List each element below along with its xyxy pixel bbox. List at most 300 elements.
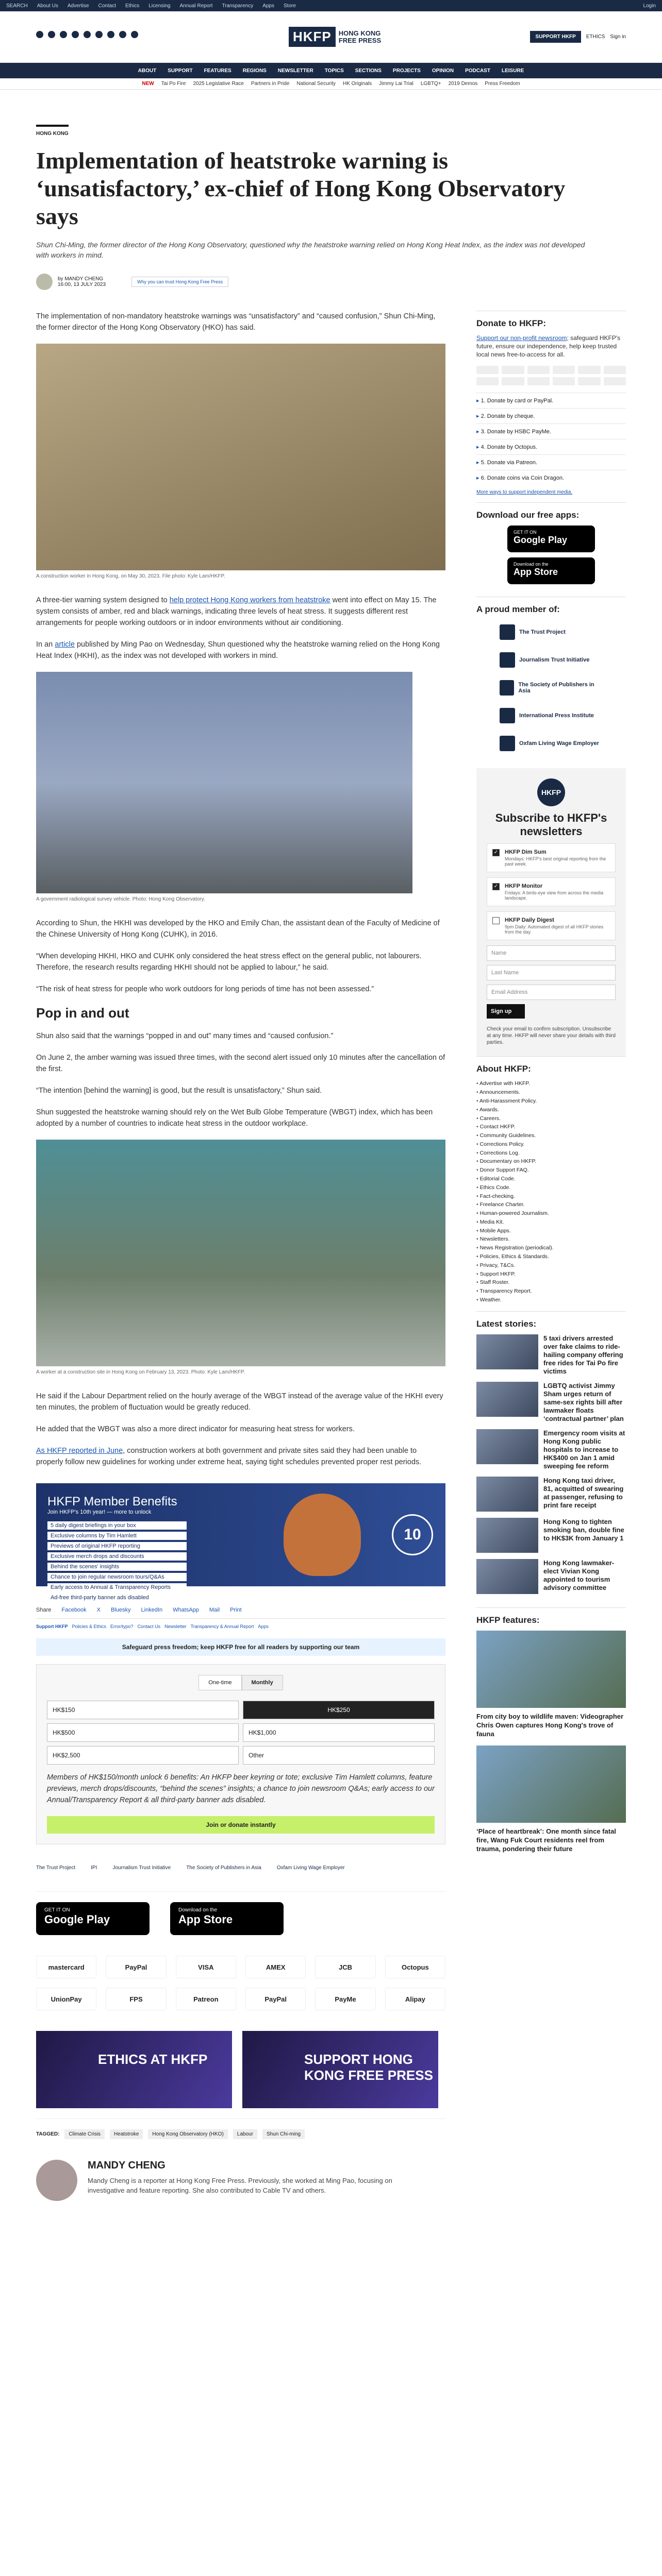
logo-text — [339, 30, 381, 44]
footer-link[interactable]: Support HKFP — [36, 1624, 68, 1629]
google-play-button[interactable] — [36, 1902, 150, 1935]
about-link[interactable]: About Us — [37, 3, 58, 9]
main-nav — [0, 63, 662, 78]
top-utility-bar — [0, 0, 662, 11]
store-name: Google Play — [44, 1913, 110, 1926]
sopa-logo[interactable]: The Society of Publishers in Asia — [186, 1865, 261, 1871]
newsletter-title: Subscribe to HKFP's newsletters — [495, 811, 607, 838]
paragraph: Shun suggested the heatstroke warning should rely on the Wet Bulb Globe Temperature (WBGT) index, which has been adopted by a number of countries to indicate heat stress in the outdoor workplace. — [36, 1108, 433, 1128]
support-promo[interactable]: SUPPORT HONG KONG FREE PRESS — [242, 2031, 438, 2108]
press-logos-row — [36, 1844, 445, 1892]
payment-icon — [553, 366, 575, 374]
benefit-item: Early access to Annual & Transparency Reports — [47, 1583, 187, 1591]
member-logo[interactable] — [500, 733, 603, 754]
amount-option[interactable]: HK$2,500 — [47, 1746, 239, 1765]
sidebar-about — [476, 1056, 626, 1311]
nav-sections[interactable]: SECTIONS — [355, 67, 382, 74]
licensing-link[interactable]: Licensing — [148, 3, 171, 9]
option-desc: 9pm Daily: Automated digest of all HKFP stories from the day. — [505, 924, 604, 935]
paypal-logo: PayPal — [106, 1956, 166, 1978]
promo-banners — [36, 2021, 445, 2119]
content-columns — [36, 311, 626, 2216]
paragraph — [36, 639, 445, 662]
about-link[interactable]: • Announcements. — [476, 1088, 626, 1097]
nav-podcast[interactable]: PODCAST — [465, 67, 490, 74]
article-footer-links — [36, 1619, 445, 1634]
paragraph: “When developing HKHI, HKO and CUHK only considered the heat stress effect on the general public, not labourers. Therefore, the research results regarding HKHI should not be applied to labour,” he said. — [36, 952, 422, 972]
facebook-icon[interactable] — [36, 31, 43, 38]
payment-icon — [502, 366, 524, 374]
about-link[interactable]: • Mobile Apps. — [476, 1226, 626, 1235]
annual-report-link[interactable]: Annual Report — [179, 3, 213, 9]
jcb-logo: JCB — [315, 1956, 375, 1978]
footer-link[interactable]: Error/typo? — [110, 1624, 134, 1629]
about-links — [476, 1079, 626, 1304]
about-link[interactable]: • Staff Roster. — [476, 1278, 626, 1287]
newsletter-option[interactable] — [487, 877, 616, 906]
trending-item[interactable]: 2019 Demos — [448, 81, 478, 87]
member-icon — [500, 736, 515, 751]
payment-icon — [604, 377, 626, 385]
last-name-field[interactable]: Last Name — [487, 965, 616, 980]
sidebar-heading: About HKFP: — [476, 1064, 531, 1074]
about-link[interactable]: • Editorial Code. — [476, 1175, 626, 1183]
sidebar-payment-icons — [476, 366, 626, 385]
benefit-item: Behind the scenes' insights — [47, 1563, 187, 1571]
payme-logo: PayMe — [315, 1988, 375, 2010]
email-field[interactable]: Email Address — [487, 985, 616, 1000]
about-link[interactable]: • Transparency Report. — [476, 1287, 626, 1296]
sidebar-heading: HKFP features: — [476, 1615, 540, 1625]
about-link[interactable]: • Corrections Log. — [476, 1148, 626, 1157]
nav-topics[interactable]: TOPICS — [324, 67, 344, 74]
author-box — [36, 2149, 445, 2216]
about-link[interactable]: • Corrections Policy. — [476, 1140, 626, 1148]
photo-caption: A worker at a construction site in Hong Kong on February 13, 2023. Photo: Kyle Lam/HKFP. — [36, 1369, 245, 1375]
feature-image[interactable] — [476, 1745, 626, 1823]
nav-about[interactable]: ABOUT — [138, 67, 157, 74]
logo-mark: HKFP — [289, 27, 336, 47]
x-icon[interactable] — [48, 31, 55, 38]
join-donate-button[interactable]: Join or donate instantly — [47, 1816, 435, 1834]
trending-item[interactable]: National Security — [296, 81, 336, 87]
donation-widget — [36, 1664, 445, 1844]
store-small: Download on the — [178, 1907, 218, 1913]
whatsapp-icon[interactable] — [119, 31, 126, 38]
why-trust-link[interactable]: Why you can trust Hong Kong Free Press — [131, 277, 228, 287]
ethics-link[interactable]: Ethics — [125, 3, 140, 9]
article-photo-survey-vehicle — [36, 672, 412, 893]
member-logo[interactable] — [500, 650, 603, 670]
trust-project-logo[interactable]: The Trust Project — [36, 1865, 76, 1871]
instagram-icon[interactable] — [60, 31, 67, 38]
option-text — [505, 917, 610, 935]
share-bluesky[interactable]: Bluesky — [111, 1607, 131, 1613]
about-link[interactable]: • Ethics Code. — [476, 1183, 626, 1192]
store-small: Download on the — [514, 562, 549, 567]
paragraph: The implementation of non-mandatory heatstroke warnings was “unsatisfactory” and “caused confusion,” Shun Chi-Ming, the former director of the Hong Kong Observatory (HKO) has said. — [36, 312, 436, 332]
about-link[interactable]: • Freelance Charter. — [476, 1200, 626, 1209]
logo-line1: HONG KONG — [338, 29, 381, 37]
story-thumbnail — [476, 1334, 538, 1369]
payment-logos — [36, 1945, 445, 2021]
header-actions — [530, 31, 626, 43]
visa-logo: VISA — [176, 1956, 236, 1978]
share-linkedin[interactable]: LinkedIn — [141, 1607, 163, 1613]
text: ; safeguard HKFP's future, ensure our independence, help keep trusted local news free-to-access for all. — [476, 334, 621, 358]
text: In an — [36, 640, 55, 649]
story-thumbnail — [476, 1518, 538, 1553]
more-ways-link[interactable]: More ways to support independent media. — [476, 489, 573, 495]
amount-option[interactable]: HK$500 — [47, 1723, 239, 1742]
author-name[interactable]: by MANDY CHENG — [58, 276, 104, 282]
footer-link[interactable]: Transparency & Annual Report — [190, 1624, 254, 1629]
about-link[interactable]: • Human-powered Journalism. — [476, 1209, 626, 1218]
nav-features[interactable]: FEATURES — [204, 67, 231, 74]
share-mail[interactable]: Mail — [209, 1607, 220, 1613]
sidebar-heading: Latest stories: — [476, 1319, 537, 1329]
footer-link[interactable]: Newsletter — [164, 1624, 187, 1629]
tag[interactable]: Shun Chi-ming — [262, 2129, 305, 2139]
paragraph: Shun also said that the warnings “popped in and out” many times and “caused confusion.” — [36, 1032, 334, 1040]
app-store-buttons — [36, 1892, 445, 1945]
author-box-name[interactable]: MANDY CHENG — [88, 2160, 166, 2171]
share-label: Share — [36, 1607, 52, 1613]
ethics-header-link[interactable]: ETHICS — [586, 34, 605, 40]
donation-step[interactable]: ▸ 3. Donate by HSBC PayMe. — [476, 423, 626, 439]
inline-link[interactable]: help protect Hong Kong workers from heatstroke — [169, 596, 330, 604]
advertise-link[interactable]: Advertise — [67, 3, 89, 9]
section-heading: Pop in and out — [36, 1005, 129, 1021]
text: published by Ming Pao on Wednesday, Shun questioned why the heatstroke warning relied on the Hong Kong Heat Index (HKHI), as the index was not developed with workers in mind. — [36, 640, 440, 660]
oxfam-logo[interactable]: Oxfam Living Wage Employer — [276, 1865, 345, 1871]
member-logo[interactable] — [500, 677, 603, 698]
story-title: 5 taxi drivers arrested over fake claims to ride-hailing company offering free rides for Tai Po fire victims — [543, 1334, 623, 1376]
author-photo[interactable] — [36, 2160, 77, 2201]
option-text — [505, 849, 610, 867]
sidebar-heading: A proud member of: — [476, 604, 560, 614]
article-photo-construction-worker — [36, 344, 445, 570]
sidebar-heading: Donate to HKFP: — [476, 318, 547, 328]
trending-item[interactable]: Press Freedom — [485, 81, 520, 87]
nav-support[interactable]: SUPPORT — [168, 67, 193, 74]
story-title: Hong Kong to tighten smoking ban, double fine to HK$3K from January 1 — [543, 1518, 624, 1543]
amount-option[interactable]: HK$150 — [47, 1701, 239, 1719]
photo-caption: A government radiological survey vehicle. Photo: Hong Kong Observatory. — [36, 896, 205, 902]
author-bio: Mandy Cheng is a reporter at Hong Kong Free Press. Previously, she worked at Ming Pao, focusing on investigative and feature reporting. She also contributed to Cable TV and others. — [88, 2177, 392, 2194]
author-info — [88, 2160, 418, 2206]
tag[interactable]: Climate Crisis — [64, 2129, 105, 2139]
latest-story[interactable] — [476, 1518, 626, 1553]
feature-title[interactable]: ‘Place of heartbreak’: One month since fatal fire, Wang Fuk Court residents reel from trauma, pondering their future — [476, 1827, 616, 1853]
sign-up-button[interactable]: Sign up — [487, 1004, 525, 1019]
amex-logo: AMEX — [245, 1956, 306, 1978]
one-time-tab[interactable]: One-time — [198, 1675, 241, 1690]
payment-icon — [604, 366, 626, 374]
nav-projects[interactable]: PROJECTS — [392, 67, 421, 74]
about-link[interactable]: • Privacy, T&Cs. — [476, 1261, 626, 1269]
text: A three-tier warning system designed to — [36, 596, 170, 604]
latest-story[interactable] — [476, 1334, 626, 1376]
benefit-item: Previews of original HKFP reporting — [47, 1542, 187, 1550]
sidebar-apps — [476, 502, 626, 597]
rss-icon[interactable] — [131, 31, 138, 38]
checkbox-checked-icon[interactable]: ✓ — [492, 849, 500, 856]
share-bar — [36, 1602, 445, 1619]
member-name: Oxfam Living Wage Employer — [519, 740, 599, 747]
new-badge: NEW — [142, 81, 154, 87]
about-link[interactable]: • Newsletters. — [476, 1235, 626, 1244]
trending-bar — [0, 78, 662, 90]
footer-link[interactable]: Policies & Ethics — [72, 1624, 107, 1629]
search-link[interactable]: SEARCH — [6, 3, 28, 9]
donation-step[interactable]: ▸ 4. Donate by Octopus. — [476, 439, 626, 454]
checkbox-checked-icon[interactable]: ✓ — [492, 883, 500, 890]
social-icons — [36, 31, 138, 38]
unionpay-logo: UnionPay — [36, 1988, 96, 2010]
about-link[interactable]: • Documentary on HKFP. — [476, 1157, 626, 1166]
trending-item[interactable]: Partners in Pride — [251, 81, 290, 87]
paragraph: He said if the Labour Department relied on the hourly average of the WBGT instead of the average value of the HKHI every ten minutes, the problem of fluctuation would be greatly reduced. — [36, 1392, 443, 1412]
member-icon — [500, 624, 515, 640]
member-logo[interactable] — [500, 622, 603, 642]
paragraph — [36, 1445, 445, 1468]
footer-link[interactable]: Apps — [258, 1624, 269, 1629]
payment-icon — [502, 377, 524, 385]
about-link[interactable]: • News Registration (periodical). — [476, 1244, 626, 1252]
tag[interactable]: Hong Kong Observatory (HKO) — [148, 2129, 227, 2139]
story-thumbnail — [476, 1559, 538, 1594]
amount-option[interactable]: Other — [243, 1746, 435, 1765]
patreon-logo: Patreon — [176, 1988, 236, 2010]
option-title: HKFP Dim Sum — [505, 849, 547, 855]
payment-icon — [578, 366, 600, 374]
payment-icon — [553, 377, 575, 385]
amount-option-selected[interactable]: HK$250 — [243, 1701, 435, 1719]
youtube-icon[interactable] — [72, 31, 79, 38]
newsletter-option[interactable] — [487, 843, 616, 872]
newsletter-box — [476, 768, 626, 1056]
alipay-logo: Alipay — [385, 1988, 445, 2010]
paragraph: On June 2, the amber warning was issued three times, with the second alert issued only 10 minutes after the cancellation of the first. — [36, 1054, 445, 1073]
donation-step[interactable]: ▸ 6. Donate coins via Coin Dragon. — [476, 470, 626, 485]
sidebar-latest — [476, 1311, 626, 1607]
article-category[interactable]: HONG KONG — [36, 125, 69, 137]
about-link[interactable]: • Fact-checking. — [476, 1192, 626, 1200]
payment-icon — [476, 366, 499, 374]
ipi-logo[interactable]: IPI — [91, 1865, 97, 1871]
option-text — [505, 883, 610, 901]
photo-caption: A construction worker in Hong Kong, on May 30, 2023. File photo: Kyle Lam/HKFP. — [36, 573, 225, 579]
logo-line2: FREE PRESS — [338, 36, 382, 44]
donate-link[interactable]: Support our non-profit newsroom — [476, 334, 567, 342]
story-thumbnail — [476, 1382, 538, 1417]
banner-title: HKFP Member Benefits — [47, 1495, 177, 1509]
telegram-icon[interactable] — [84, 31, 91, 38]
latest-story[interactable] — [476, 1477, 626, 1512]
about-link[interactable]: • Contact HKFP. — [476, 1123, 626, 1131]
benefit-item: Ad-free third-party banner ads disabled — [47, 1594, 187, 1602]
donation-step[interactable]: ▸ 1. Donate by card or PayPal. — [476, 393, 626, 408]
support-hkfp-button[interactable]: SUPPORT HKFP — [530, 31, 581, 43]
article-body — [36, 311, 445, 2216]
sidebar-app-store[interactable] — [507, 557, 595, 584]
site-logo[interactable] — [289, 27, 381, 47]
octopus-logo: Octopus — [385, 1956, 445, 1978]
byline — [36, 274, 626, 290]
publish-date: 16:00, 13 JULY 2023 — [58, 282, 106, 287]
tag-list — [36, 2119, 445, 2149]
author-avatar[interactable] — [36, 274, 53, 290]
paragraph: According to Shun, the HKHI was developed by the HKO and Emily Chan, the assistant dean of the Faculty of Medicine of the Chinese University of Hong Kong (CUHK), in 2016. — [36, 919, 440, 939]
latest-story[interactable] — [476, 1382, 626, 1423]
tag[interactable]: Heatstroke — [110, 2129, 143, 2139]
option-desc: Fridays: A birds-eye view from across the media landscape. — [505, 890, 604, 901]
linkedin-icon[interactable] — [107, 31, 114, 38]
checkbox-icon[interactable] — [492, 917, 500, 924]
trending-item[interactable]: HK Originals — [342, 81, 372, 87]
payment-icon — [578, 377, 600, 385]
footer-link[interactable]: Contact Us — [137, 1624, 161, 1629]
membership-note: Members of HK$150/month unlock 6 benefits: An HKFP beer keyring or tote; exclusive Tim Hamlett columns, feature previews, merch drops/discounts, “behind the scenes” insights; a chance to join newsroom Q&As; early access to our Annual/Transparency Report & all third-party banner ads disabled. — [47, 1773, 435, 1804]
newsletter-option[interactable] — [487, 911, 616, 940]
member-name: Journalism Trust Initiative — [519, 657, 590, 663]
sidebar-heading: Download our free apps: — [476, 510, 580, 520]
member-benefits-banner[interactable] — [36, 1483, 445, 1601]
article-photo-construction-site — [36, 1140, 445, 1366]
member-logo[interactable] — [500, 705, 603, 726]
article-excerpt: Shun Chi-Ming, the former director of the Hong Kong Observatory, questioned why the heatstroke warning relied on Hong Kong Heat Index, as the index was not developed with workers in mind. — [36, 241, 585, 259]
latest-story[interactable] — [476, 1559, 626, 1594]
share-print[interactable]: Print — [230, 1607, 242, 1613]
member-name: The Society of Publishers in Asia — [518, 682, 594, 694]
trending-item[interactable]: Tai Po Fire — [161, 81, 186, 87]
nav-newsletter[interactable]: NEWSLETTER — [277, 67, 313, 74]
donate-text — [476, 334, 626, 359]
name-field[interactable]: Name — [487, 945, 616, 961]
contact-link[interactable]: Contact — [98, 3, 116, 9]
tenth-anniversary-badge: 10 — [392, 1514, 433, 1555]
site-header — [0, 11, 662, 63]
login-link[interactable]: Login — [643, 3, 656, 9]
story-title: Hong Kong taxi driver, 81, acquitted of swearing at passenger, refusing to print fare receipt — [543, 1477, 624, 1510]
trending-item[interactable]: LGBTQ+ — [420, 81, 441, 87]
text: went into effect on May 15. The system consists of amber, red and black warnings, indicating three levels of heat stress. It suggests different rest arrangements for people working outdoors or in indoor environments without air conditioning. — [36, 596, 437, 627]
inline-link[interactable]: As HKFP reported in June — [36, 1447, 123, 1455]
about-link[interactable]: • Advertise with HKFP. — [476, 1079, 626, 1088]
share-whatsapp[interactable]: WhatsApp — [173, 1607, 199, 1613]
benefit-item: Chance to join regular newsroom tours/Q&As — [47, 1573, 187, 1581]
member-icon — [500, 652, 515, 668]
nav-leisure[interactable]: LEISURE — [501, 67, 524, 74]
story-thumbnail — [476, 1477, 538, 1512]
monthly-tab[interactable]: Monthly — [242, 1675, 283, 1690]
jti-logo[interactable]: Journalism Trust Initiative — [112, 1865, 171, 1871]
paragraph: “The intention [behind the warning] is good, but the result is unsatisfactory,” Shun said. — [36, 1087, 322, 1095]
feature-title[interactable]: From city boy to wildlife maven: Videographer Chris Owen captures Hong Kong's trove of fauna — [476, 1713, 624, 1738]
sidebar-donate — [476, 311, 626, 502]
donation-step[interactable]: ▸ 2. Donate by cheque. — [476, 408, 626, 423]
inline-link[interactable]: article — [55, 640, 75, 649]
member-name: International Press Institute — [519, 713, 594, 719]
apps-link[interactable]: Apps — [262, 3, 274, 9]
nav-opinion[interactable]: OPINION — [432, 67, 454, 74]
about-link[interactable]: • Anti-Harassment Policy. — [476, 1097, 626, 1106]
paragraph — [36, 595, 445, 629]
story-title: Emergency room visits at Hong Kong public hospitals to increase to HK$400 on Jan 1 amid sweeping fee reform — [543, 1429, 625, 1470]
donation-step[interactable]: ▸ 5. Donate via Patreon. — [476, 454, 626, 470]
threads-icon[interactable] — [95, 31, 103, 38]
store-name: Google Play — [514, 535, 568, 545]
about-link[interactable]: • Media Kit. — [476, 1218, 626, 1227]
member-icon — [500, 708, 515, 723]
sidebar-features — [476, 1607, 626, 1868]
payment-icon — [476, 377, 499, 385]
payment-icon — [527, 366, 550, 374]
fps-logo: FPS — [106, 1988, 166, 2010]
about-link[interactable]: • Careers. — [476, 1114, 626, 1123]
about-link[interactable]: • Donor Support FAQ. — [476, 1166, 626, 1175]
frequency-toggle — [47, 1675, 435, 1690]
transparency-link[interactable]: Transparency — [222, 3, 254, 9]
about-link[interactable]: • Policies, Ethics & Standards. — [476, 1252, 626, 1261]
tag[interactable]: Labour — [233, 2129, 257, 2139]
store-link[interactable]: Store — [284, 3, 296, 9]
ethics-promo[interactable]: ETHICS AT HKFP — [36, 2031, 232, 2108]
trending-item[interactable]: Jimmy Lai Trial — [379, 81, 413, 87]
sidebar-google-play[interactable] — [507, 526, 595, 552]
share-x[interactable]: X — [96, 1607, 101, 1613]
donation-steps — [476, 393, 626, 485]
trending-item[interactable]: 2025 Legislative Race — [193, 81, 244, 87]
share-facebook[interactable]: Facebook — [61, 1607, 87, 1613]
payment-icon — [527, 377, 550, 385]
store-name: App Store — [514, 567, 558, 577]
story-title: Hong Kong lawmaker-elect Vivian Kong appointed to tourism advisory committee — [543, 1559, 615, 1592]
app-store-button[interactable] — [170, 1902, 284, 1935]
about-link[interactable]: • Awards. — [476, 1105, 626, 1114]
store-small: GET IT ON — [44, 1907, 70, 1913]
page-wrap — [36, 90, 626, 2216]
store-name: App Store — [178, 1913, 233, 1926]
option-title: HKFP Daily Digest — [505, 917, 554, 923]
sign-in-link[interactable]: Sign in — [610, 34, 626, 40]
newsletter-logo: HKFP — [537, 778, 565, 806]
about-link[interactable]: • Weather. — [476, 1296, 626, 1304]
deer-mascot-image — [284, 1494, 361, 1576]
paragraph: “The risk of heat stress for people who work outdoors for long periods of time has not been assessed.” — [36, 985, 374, 993]
benefit-item: 5 daily digest briefings in your box — [47, 1521, 187, 1530]
about-link[interactable]: • Community Guidelines. — [476, 1131, 626, 1140]
story-thumbnail — [476, 1429, 538, 1464]
option-desc: Mondays: HKFP's best original reporting from the past week. — [505, 856, 606, 867]
about-link[interactable]: • Support HKFP. — [476, 1269, 626, 1278]
feature-image[interactable] — [476, 1631, 626, 1708]
nav-regions[interactable]: REGIONS — [242, 67, 267, 74]
option-title: HKFP Monitor — [505, 883, 543, 889]
sidebar-members — [476, 597, 626, 768]
amount-option[interactable]: HK$1,000 — [243, 1723, 435, 1742]
amount-options — [47, 1701, 435, 1765]
tags-label: TAGGED: — [36, 2131, 60, 2137]
paragraph: He added that the WBGT was also a more direct indicator for measuring heat stress for workers. — [36, 1425, 355, 1433]
newsletter-fineprint: Check your email to confirm subscription. Unsubscribe at any time. HKFP will never share your details with third parties. — [487, 1026, 616, 1045]
latest-story[interactable] — [476, 1429, 626, 1470]
story-title: LGBTQ activist Jimmy Sham urges return of same-sex rights bill after lawmaker floats ‘contractual partner’ plan — [543, 1382, 624, 1423]
benefit-list — [47, 1521, 434, 1602]
mastercard-logo: mastercard — [36, 1956, 96, 1978]
safeguard-banner[interactable]: Safeguard press freedom; keep HKFP free for all readers by supporting our team — [36, 1638, 445, 1656]
